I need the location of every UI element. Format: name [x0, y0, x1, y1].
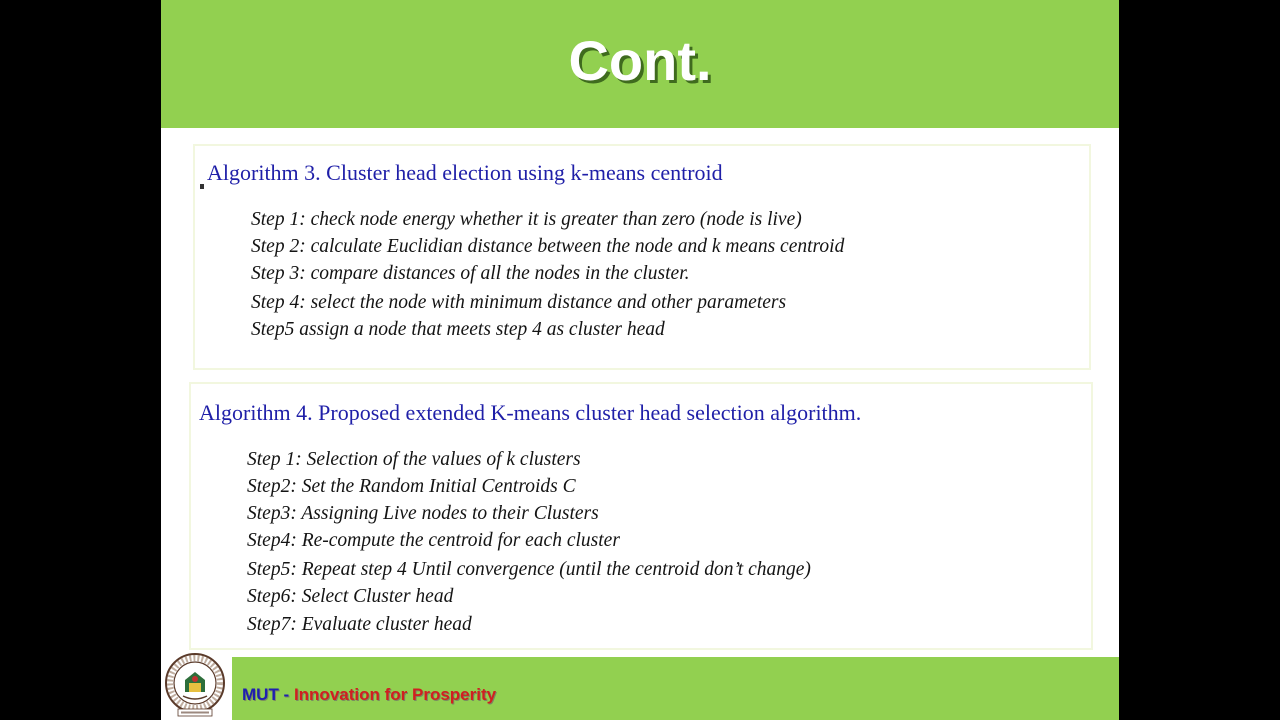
- footer-slogan: Innovation for Prosperity: [293, 685, 497, 704]
- algorithm-4-step-3: Step3: Assigning Live nodes to their Clusters: [247, 503, 599, 524]
- university-seal-icon: [164, 652, 226, 718]
- algorithm-4-box: [189, 382, 1093, 650]
- title-bar: [161, 0, 1119, 128]
- algorithm-3-step-3: Step 3: compare distances of all the nodes in the cluster.: [251, 263, 690, 284]
- algorithm-4-step-1: Step 1: Selection of the values of k clusters: [247, 449, 581, 470]
- slide: [161, 0, 1119, 720]
- algorithm-3-heading: Algorithm 3. Cluster head election using k-means centroid: [207, 160, 723, 185]
- algorithm-3-step-4: Step 4: select the node with minimum distance and other parameters: [251, 292, 787, 313]
- algorithm-4-step-5: Step5: Repeat step 4 Until convergence (until the centroid don’t change): [247, 559, 811, 580]
- algorithm-4-heading: Algorithm 4. Proposed extended K-means cluster head selection algorithm.: [199, 400, 862, 425]
- footer-separator: -: [278, 685, 294, 704]
- footer-bar: [232, 657, 1119, 720]
- algorithm-4-step-2: Step2: Set the Random Initial Centroids C: [247, 476, 576, 497]
- algorithm-3-step-1: Step 1: check node energy whether it is greater than zero (node is live): [251, 209, 802, 230]
- slide-title: Cont.: [568, 29, 712, 92]
- algorithm-3-box: [193, 144, 1091, 370]
- algorithm-4-step-6: Step6: Select Cluster head: [247, 586, 454, 607]
- algorithm-4-step-7: Step7: Evaluate cluster head: [247, 614, 472, 635]
- footer-tagline: [242, 683, 496, 707]
- algorithm-4-step-4: Step4: Re-compute the centroid for each cluster: [247, 530, 620, 551]
- algorithm-3-step-5: Step5 assign a node that meets step 4 as cluster head: [251, 319, 665, 340]
- bullet-dot: [200, 184, 204, 189]
- algorithm-3-step-2: Step 2: calculate Euclidian distance between the node and k means centroid: [251, 236, 845, 257]
- footer-org: MUT: [242, 685, 279, 704]
